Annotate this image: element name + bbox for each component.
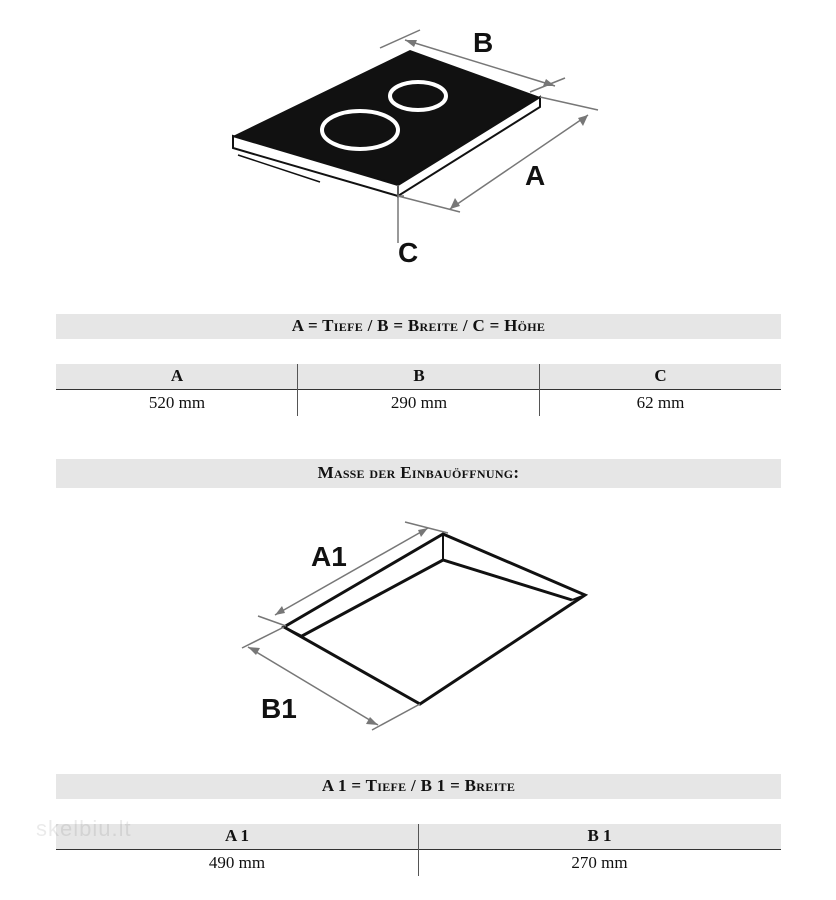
dimensions-table (56, 364, 781, 416)
cutout-title-bar (56, 459, 781, 488)
value-a1: 490 mm (208, 853, 266, 872)
value-a: 520 mm (148, 393, 206, 412)
header-c: C (654, 366, 667, 385)
label-a: A (525, 160, 546, 191)
header-a1: A 1 (224, 826, 250, 845)
value-b: 290 mm (390, 393, 448, 412)
cutout-dimensions-title-bar (56, 774, 781, 799)
value-c: 62 mm (636, 393, 685, 412)
header-a: A (170, 366, 184, 385)
header-b: B (413, 366, 425, 385)
watermark: skelbiu.lt (36, 816, 132, 841)
cutout-dimensions-table (56, 824, 781, 876)
cutout-diagram (0, 500, 836, 760)
label-c: C (398, 237, 419, 268)
dimensions-title: A = Tiefe / B = Breite / C = Höhe (291, 316, 546, 335)
cutout-title: Maße der Einbauöffnung: (317, 463, 520, 482)
header-b1: B 1 (587, 826, 612, 845)
cooktop-diagram (0, 0, 836, 280)
cutout-dimensions-title: A 1 = Tiefe / B 1 = Breite (321, 776, 516, 795)
label-b: B (473, 27, 494, 58)
dimension-a1-line (275, 528, 428, 615)
label-a1: A1 (311, 541, 347, 572)
label-b1: B1 (261, 693, 297, 724)
dimensions-title-bar (56, 314, 781, 339)
value-b1: 270 mm (571, 853, 628, 872)
